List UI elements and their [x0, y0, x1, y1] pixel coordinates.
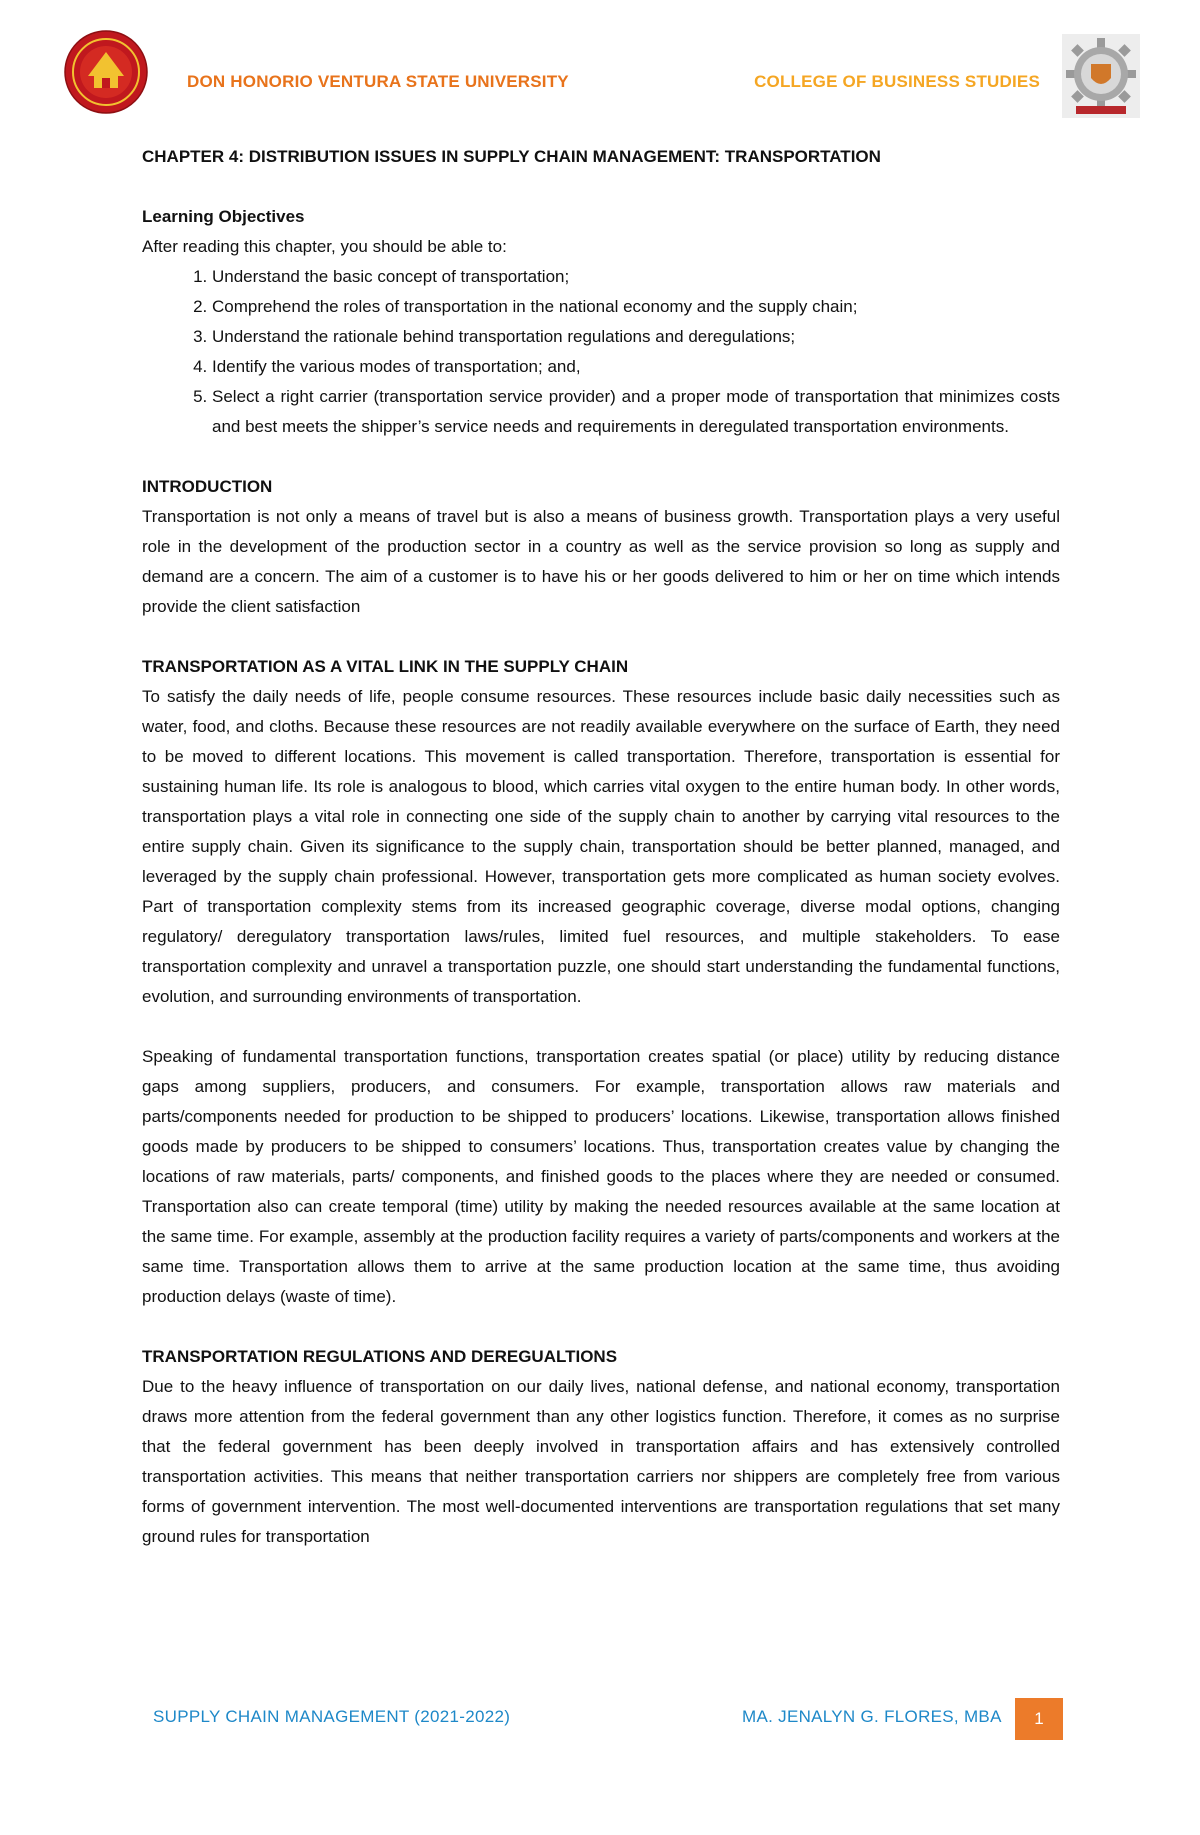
regulations-heading: TRANSPORTATION REGULATIONS AND DEREGUALTIONS — [142, 1347, 618, 1366]
learning-objectives-list — [142, 262, 1060, 442]
list-item: 1. Understand the basic concept of transportation; — [212, 262, 1060, 292]
introduction-heading: INTRODUCTION — [142, 477, 273, 496]
footer-author: MA. JENALYN G. FLORES, MBA — [742, 1707, 1002, 1726]
list-item: 2. Comprehend the roles of transportation in the national economy and the supply chain; — [212, 292, 1060, 322]
document-body — [142, 142, 1060, 1552]
vital-link-paragraph-2: Speaking of fundamental transportation functions, transportation creates spatial (or place) utility by reducing distance gaps among suppliers, producers, and consumers. For example, transportation allows raw materials and parts/components needed for production to be shipped to producers’ locations. Likewise, transportation allows finished goods made by producers to be shipped to consumers’ locations. Thus, transportation creates value by changing the locations of raw materials, parts/ components, and finished goods to the places where they are needed or consumed. Transportation also can create temporal (time) utility by making the needed resources available at the same location at the same time. For example, assembly at the production facility requires a variety of parts/components and workers at the same time. Transportation allows them to arrive at the same production location at the same time, thus avoiding production delays (waste of time). — [142, 1047, 1060, 1306]
university-name: DON HONORIO VENTURA STATE UNIVERSITY — [187, 72, 569, 91]
learning-objectives-heading: Learning Objectives — [142, 207, 305, 226]
list-item: 4. Identify the various modes of transportation; and, — [212, 352, 1060, 382]
footer-course: SUPPLY CHAIN MANAGEMENT (2021-2022) — [153, 1707, 511, 1726]
page-number-badge: 1 — [1015, 1698, 1063, 1740]
introduction-paragraph: Transportation is not only a means of travel but is also a means of business growth. Transportation plays a very useful role in the development of the production sector in a country as well as the service provision so long as supply and demand are a concern. The aim of a customer is to have his or her goods delivered to him or her on time which intends provide the client satisfaction — [142, 507, 1060, 616]
regulations-paragraph: Due to the heavy influence of transportation on our daily lives, national defense, and national economy, transportation draws more attention from the federal government than any other logistics function. Therefore, it comes as no surprise that the federal government has been deeply involved in transportation affairs and has extensively controlled transportation activities. This means that neither transportation carriers nor shippers are completely free from various forms of government intervention. The most well-documented interventions are transportation regulations that set many ground rules for transportation — [142, 1377, 1060, 1546]
learning-objectives-intro: After reading this chapter, you should be able to: — [142, 237, 507, 256]
vital-link-paragraph-1: To satisfy the daily needs of life, people consume resources. These resources include basic daily necessities such as water, food, and cloths. Because these resources are not readily available everywhere on the surface of Earth, they need to be moved to different locations. This movement is called transportation. Therefore, transportation is essential for sustaining human life. Its role is analogous to blood, which carries vital oxygen to the entire human body. In other words, transportation plays a vital role in connecting one side of the supply chain to another by carrying vital resources to the entire supply chain. Given its significance to the supply chain, transportation should be better planned, managed, and leveraged by the supply chain professional. However, transportation gets more complicated as human society evolves. Part of transportation complexity stems from its increased geographic coverage, diverse modal options, changing regulatory/ deregulatory transportation laws/rules, limited fuel resources, and multiple stakeholders. To ease transportation complexity and unravel a transportation puzzle, one should start understanding the fundamental functions, evolution, and surrounding environments of transportation. — [142, 687, 1060, 1006]
vital-link-heading: TRANSPORTATION AS A VITAL LINK IN THE SUPPLY CHAIN — [142, 657, 629, 676]
college-name: COLLEGE OF BUSINESS STUDIES — [754, 72, 1040, 91]
list-item: 5. Select a right carrier (transportation service provider) and a proper mode of transportation that minimizes costs and best meets the shipper’s service needs and requirements in deregulated transportation environments. — [212, 382, 1060, 442]
page-header — [0, 0, 1200, 130]
university-seal-logo — [64, 30, 148, 114]
list-item: 3. Understand the rationale behind transportation regulations and deregulations; — [212, 322, 1060, 352]
chapter-title: CHAPTER 4: DISTRIBUTION ISSUES IN SUPPLY CHAIN MANAGEMENT: TRANSPORTATION — [142, 147, 881, 166]
college-gear-logo — [1062, 34, 1140, 118]
